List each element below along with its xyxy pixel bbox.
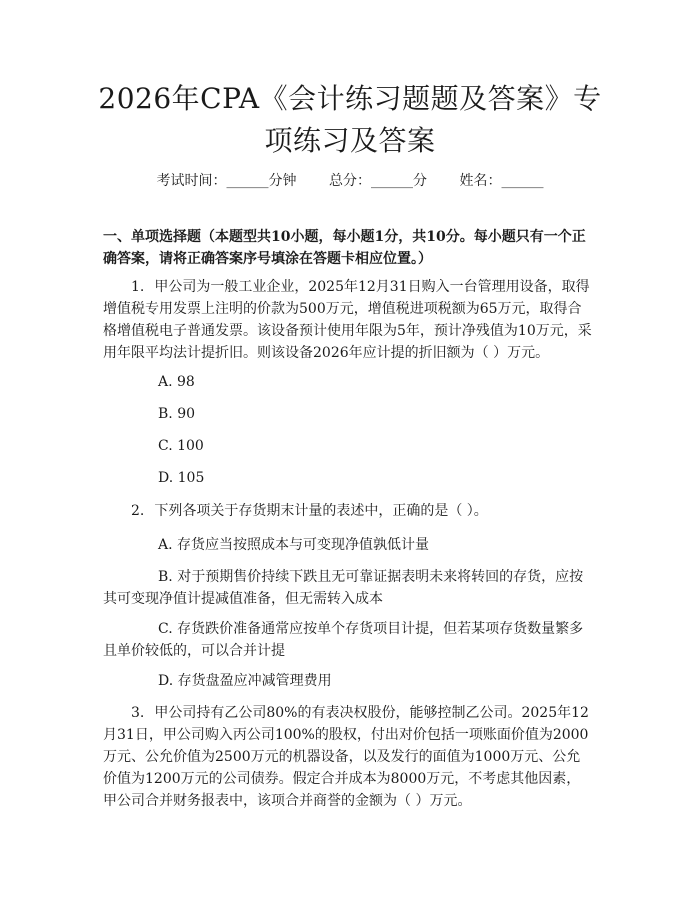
question-text: 甲公司为一般工业企业，2025年12月31日购入一台管理用设备，取得增值税专用发票上注明的价款为500万元，增值税进项税额为65万元，取得合格增值税电子普通发票。该设备预计使用年限为5年，预计净残值为10万元，采用年限平均法计提折旧。则该设备2026年应计提的折旧额为（ ）万元。 xyxy=(103,279,592,361)
question-number: 2. xyxy=(131,503,145,519)
question-1-option-a: A. 98 xyxy=(158,374,195,390)
section-heading: 一、单项选择题（本题型共10小题，每小题1分，共10分。每小题只有一个正确答案，请将正确答案序号填涂在答题卡相应位置。） xyxy=(103,229,586,267)
question-1-option-b: B. 90 xyxy=(158,406,196,422)
question-2-option-d: D. 存货盘盈应冲减管理费用 xyxy=(158,673,332,689)
exam-time: 考试时间：______分钟 xyxy=(156,173,297,189)
question-number: 3. xyxy=(131,705,145,721)
question-3 xyxy=(103,702,593,812)
document-title: 2026年CPA《会计练习题题及答案》专项练习及答案 xyxy=(98,82,602,157)
exam-meta xyxy=(0,170,700,190)
candidate-name: 姓名：______ xyxy=(459,173,544,189)
question-text: 下列各项关于存货期末计量的表述中，正确的是（ ）。 xyxy=(154,503,488,519)
question-1 xyxy=(103,276,593,364)
total-score: 总分：______分 xyxy=(329,173,427,189)
question-1-option-c: C. 100 xyxy=(158,438,204,454)
question-number: 1. xyxy=(131,279,145,295)
question-2 xyxy=(103,500,593,522)
question-2-option-c: C. 存货跌价准备通常应按单个存货项目计提，但若某项存货数量繁多且单价较低的，可以合并计提 xyxy=(103,621,584,659)
question-2-option-b: B. 对于预期售价持续下跌且无可靠证据表明未来将转回的存货，应按其可变现净值计提减值准备，但无需转入成本 xyxy=(103,569,584,607)
question-text: 甲公司持有乙公司80%的有表决权股份，能够控制乙公司。2025年12月31日，甲公司购入丙公司100%的股权，付出对价包括一项账面价值为2000万元、公允价值为2500万元的机器设备，以及发行的面值为1000万元、公允价值为1200万元的公司债券。假定合并成本为8000万元，不考虑其他因素，甲公司合并财务报表中，该项合并商誉的金额为（ ）万元。 xyxy=(103,705,589,809)
question-2-option-a: A. 存货应当按照成本与可变现净值孰低计量 xyxy=(158,537,430,553)
question-1-option-d: D. 105 xyxy=(158,470,205,486)
